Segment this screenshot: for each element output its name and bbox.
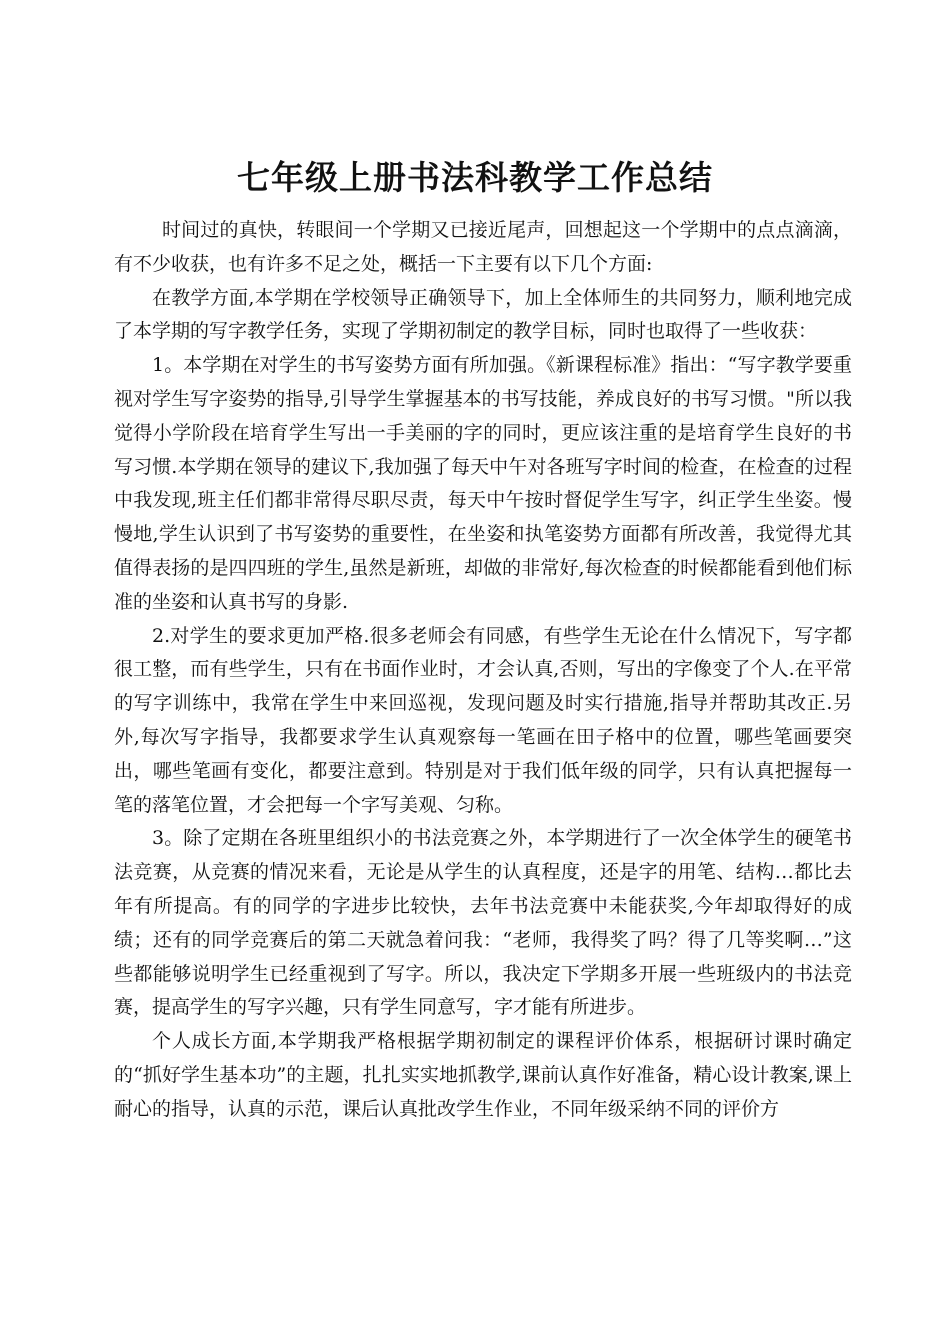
paragraph-personal-growth: 个人成长方面,本学期我严格根据学期初制定的课程评价体系，根据研讨课时确定的“抓好学生基本功”的主题，扎扎实实地抓教学,课前认真作好准备，精心设计教案,课上耐心的指导，认真的示范，课后认真批改学生作业，不同年级采纳不同的评价方 bbox=[114, 1030, 852, 1120]
document-title: 七年级上册书法科教学工作总结 bbox=[237, 158, 713, 197]
paragraph-teaching: 在教学方面,本学期在学校领导正确领导下，加上全体师生的共同努力，顺利地完成了本学期的写字教学任务，实现了学期初制定的教学目标，同时也取得了一些收获： bbox=[114, 286, 852, 343]
paragraph-point-2: 2.对学生的要求更加严格.很多老师会有同感，有些学生无论在什么情况下，写字都很工整，而有些学生，只有在书面作业时，才会认真,否则，写出的字像变了个人.在平常的写字训练中，我常在学生中来回巡视，发现问题及时实行措施,指导并帮助其改正.另外,每次写字指导，我都要求学生认真观察每一笔画在田子格中的位置，哪些笔画要突出，哪些笔画有变化，都要注意到。特别是对于我们低年级的同学，只有认真把握每一笔的落笔位置，才会把每一个字写美观、匀称。 bbox=[114, 624, 852, 816]
paragraph-point-1: 1。本学期在对学生的书写姿势方面有所加强。《新课程标准》指出：“写字教学要重视对学生写字姿势的指导,引导学生掌握基本的书写技能，养成良好的书写习惯。"所以我觉得小学阶段在培育学生写出一手美丽的字的同时，更应该注重的是培育学生良好的书写习惯.本学期在领导的建议下,我加强了每天中午对各班写字时间的检查，在检查的过程中我发现,班主任们都非常得尽职尽责，每天中午按时督促学生写字，纠正学生坐姿。慢慢地,学生认识到了书写姿势的重要性，在坐姿和执笔姿势方面都有所改善，我觉得尤其值得表扬的是四四班的学生,虽然是新班，却做的非常好,每次检查的时候都能看到他们标准的坐姿和认真书写的身影. bbox=[114, 354, 852, 613]
paragraph-point-3: 3。除了定期在各班里组织小的书法竞赛之外，本学期进行了一次全体学生的硬笔书法竞赛，从竞赛的情况来看，无论是从学生的认真程度，还是字的用笔、结构…都比去年有所提高。有的同学的字进步比较快，去年书法竞赛中未能获奖,今年却取得好的成绩；还有的同学竞赛后的第二天就急着问我：“老师，我得奖了吗？得了几等奖啊…”这些都能够说明学生已经重视到了写字。所以，我决定下学期多开展一些班级内的书法竞赛，提高学生的写字兴趣，只有学生同意写，字才能有所进步。 bbox=[114, 827, 852, 1019]
document-body bbox=[114, 214, 852, 1127]
paragraph-intro: 时间过的真快，转眼间一个学期又已接近尾声，回想起这一个学期中的点点滴滴，有不少收获，也有许多不足之处，概括一下主要有以下几个方面: bbox=[114, 219, 852, 275]
